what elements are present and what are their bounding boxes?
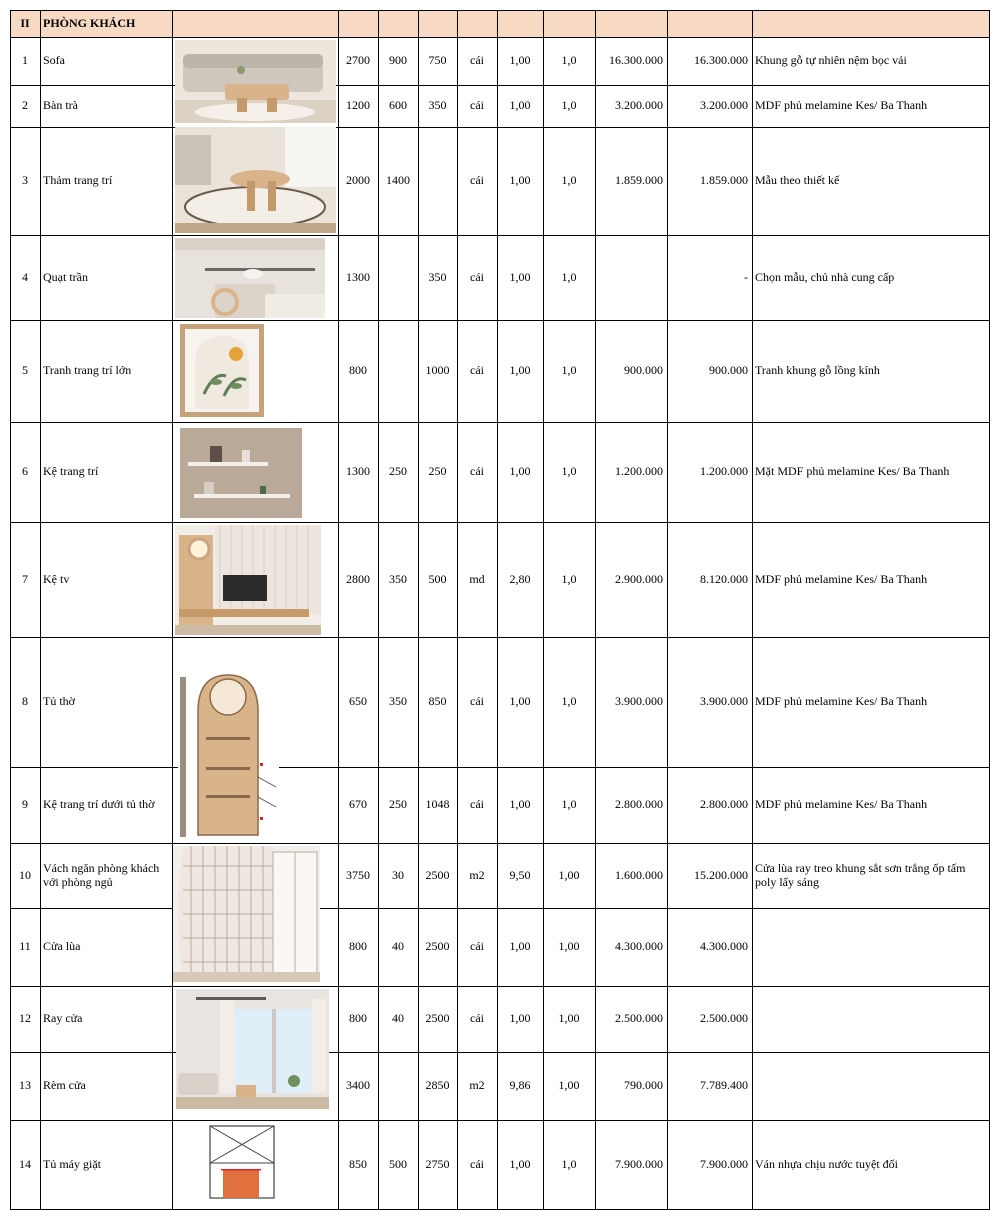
cell-factor: 1,0: [561, 1157, 577, 1172]
cell-no: 14: [19, 1157, 31, 1172]
cell-unit: cái: [470, 1157, 484, 1172]
cell-no: 1: [22, 53, 28, 68]
cell-total: -: [744, 269, 748, 284]
cell-h: 2750: [425, 1157, 450, 1172]
sofa-image: [175, 40, 336, 123]
cell-no: 7: [22, 571, 28, 586]
cell-h: 250: [428, 464, 447, 479]
rug-image: [175, 238, 325, 318]
cell-w: 1300: [346, 269, 370, 284]
cell-price: 1.200.000: [615, 464, 663, 479]
cell-w: 1200: [346, 98, 370, 113]
cell-d: 30: [392, 867, 404, 882]
cell-d: 250: [389, 464, 407, 479]
cell-total: 3.900.000: [700, 694, 748, 709]
cell-name: Tủ máy giặt: [43, 1157, 101, 1172]
cell-name: Sofa: [43, 53, 65, 68]
cell-qty: 1,00: [509, 797, 531, 812]
cell-d: 1400: [386, 173, 410, 188]
cell-price: 900.000: [624, 363, 663, 378]
cell-unit: cái: [470, 98, 484, 113]
cell-no: 8: [22, 694, 28, 709]
grid-vline: [172, 10, 173, 1210]
cell-unit: md: [469, 571, 485, 586]
cell-total: 2.800.000: [700, 797, 748, 812]
tv-shelf-image: [178, 667, 279, 839]
cell-unit: cái: [470, 53, 484, 68]
cell-factor: 1,0: [561, 363, 577, 378]
cell-factor: 1,00: [558, 1011, 580, 1026]
cell-price: 3.200.000: [615, 98, 663, 113]
cell-no: 5: [22, 363, 28, 378]
cell-qty: 1,00: [509, 694, 531, 709]
cell-factor: 1,0: [561, 269, 577, 284]
cell-unit: m2: [469, 867, 485, 882]
cell-no: 10: [19, 867, 31, 882]
cell-unit: m2: [469, 1078, 485, 1093]
cell-unit: cái: [470, 797, 484, 812]
cell-no: 13: [19, 1078, 31, 1093]
grid-hline: [10, 10, 989, 11]
cell-unit: cái: [470, 939, 484, 954]
cell-factor: 1,00: [558, 1078, 580, 1093]
cell-price: 2.900.000: [615, 571, 663, 586]
cell-w: 670: [349, 797, 367, 812]
cell-no: 6: [22, 464, 28, 479]
cell-d: 900: [389, 53, 407, 68]
cell-factor: 1,00: [558, 939, 580, 954]
cell-no: 9: [22, 797, 28, 812]
cell-total: 3.200.000: [700, 98, 748, 113]
cell-price: 2.500.000: [615, 1011, 663, 1026]
cell-name: Ray cửa: [43, 1011, 83, 1026]
cell-name: Kệ trang trí: [43, 464, 99, 479]
cell-unit: cái: [470, 269, 484, 284]
cell-total: 900.000: [709, 363, 748, 378]
cell-w: 800: [349, 939, 367, 954]
cell-factor: 1,0: [561, 571, 577, 586]
cell-w: 1300: [346, 464, 370, 479]
cell-note: MDF phủ melamine Kes/ Ba Thanh: [755, 98, 928, 113]
cell-price: 3.900.000: [615, 694, 663, 709]
cell-note: [752, 986, 989, 1052]
cell-name: Bàn trà: [43, 98, 78, 113]
cell-qty: 1,00: [509, 363, 531, 378]
cell-h: [418, 127, 457, 235]
cell-unit: cái: [470, 173, 484, 188]
cell-d: 350: [389, 694, 407, 709]
coffee-table-image: [175, 127, 336, 233]
cell-note: MDF phủ melamine Kes/ Ba Thanh: [755, 797, 928, 812]
cell-no: 4: [22, 269, 28, 284]
cell-note: Tranh khung gỗ lồng kính: [755, 363, 880, 378]
cell-w: 800: [349, 1011, 367, 1026]
cell-d: [378, 235, 418, 320]
cell-qty: 1,00: [509, 1157, 531, 1172]
cell-qty: 1,00: [509, 98, 531, 113]
cell-d: 250: [389, 797, 407, 812]
cell-total: 1.200.000: [700, 464, 748, 479]
cell-w: 800: [349, 363, 367, 378]
cell-no: 3: [22, 173, 28, 188]
cell-d: [378, 1052, 418, 1120]
cell-unit: cái: [470, 464, 484, 479]
cell-no: 11: [19, 939, 31, 954]
cell-qty: 1,00: [509, 173, 531, 188]
cell-qty: 1,00: [509, 464, 531, 479]
cell-h: 350: [428, 98, 447, 113]
cell-h: 1048: [425, 797, 450, 812]
cell-w: 3750: [346, 867, 370, 882]
cell-qty: 1,00: [509, 269, 531, 284]
cell-factor: 1,0: [561, 694, 577, 709]
cell-name: Vách ngăn phòng khách với phòng ngủ: [43, 860, 160, 889]
section-number: II: [20, 15, 30, 30]
cell-d: 500: [389, 1157, 407, 1172]
cell-qty: 9,86: [509, 1078, 531, 1093]
cell-note: Mặt MDF phủ melamine Kes/ Ba Thanh: [755, 464, 950, 479]
cell-total: 7.900.000: [700, 1157, 748, 1172]
cell-d: [378, 320, 418, 422]
cell-unit: cái: [470, 1011, 484, 1026]
cell-factor: 1,0: [561, 53, 577, 68]
cell-qty: 1,00: [509, 939, 531, 954]
cell-name: Tủ thờ: [43, 694, 76, 709]
cell-d: 600: [389, 98, 407, 113]
cell-price: 1.600.000: [615, 867, 663, 882]
cell-note: MDF phủ melamine Kes/ Ba Thanh: [755, 694, 928, 709]
cell-unit: cái: [470, 363, 484, 378]
cell-factor: 1,0: [561, 98, 577, 113]
cell-note: [752, 1052, 989, 1120]
cell-total: 16.300.000: [694, 53, 748, 68]
cell-qty: 1,00: [509, 53, 531, 68]
cell-note: MDF phủ melamine Kes/ Ba Thanh: [755, 571, 928, 586]
cell-w: 850: [349, 1157, 367, 1172]
cell-name: Cửa lùa: [43, 939, 81, 954]
cell-d: 350: [389, 571, 407, 586]
cell-total: 15.200.000: [694, 867, 748, 882]
cell-total: 2.500.000: [700, 1011, 748, 1026]
washer-cabinet-image: [207, 1123, 277, 1201]
cell-h: 2850: [425, 1078, 450, 1093]
cell-no: 12: [19, 1011, 31, 1026]
cell-w: 2700: [346, 53, 370, 68]
cell-w: 3400: [346, 1078, 370, 1093]
cell-price: 7.900.000: [615, 1157, 663, 1172]
cell-qty: 1,00: [509, 1011, 531, 1026]
cell-price: 4.300.000: [615, 939, 663, 954]
cell-h: 2500: [425, 1011, 450, 1026]
cell-h: 500: [428, 571, 447, 586]
section-title: PHÒNG KHÁCH: [43, 15, 136, 30]
curtain-window-image: [176, 989, 329, 1109]
cell-total: 4.300.000: [700, 939, 748, 954]
cell-note: Mẫu theo thiết kế: [755, 173, 840, 188]
partition-image: [173, 846, 320, 982]
cell-h: 2500: [425, 939, 450, 954]
cell-note: Cửa lùa ray treo khung sắt sơn trắng ốp tấm poly lấy sáng: [755, 860, 966, 889]
cell-factor: 1,0: [561, 173, 577, 188]
cell-name: Quạt trần: [43, 269, 88, 284]
cell-name: Rèm cửa: [43, 1078, 86, 1093]
cell-h: 2500: [425, 867, 450, 882]
cell-factor: 1,0: [561, 797, 577, 812]
cell-w: 650: [349, 694, 367, 709]
cell-h: 350: [428, 269, 447, 284]
cell-d: 40: [392, 939, 404, 954]
cell-d: 40: [392, 1011, 404, 1026]
cell-unit: cái: [470, 694, 484, 709]
cell-no: 2: [22, 98, 28, 113]
cell-total: 1.859.000: [700, 173, 748, 188]
cell-price: 790.000: [624, 1078, 663, 1093]
ceiling-fan-image: [180, 324, 264, 417]
cell-w: 2000: [346, 173, 370, 188]
cell-h: 850: [428, 694, 447, 709]
cell-qty: 9,50: [509, 867, 531, 882]
cell-note: Ván nhựa chịu nước tuyệt đối: [755, 1157, 898, 1172]
cell-note: [752, 908, 989, 986]
wall-shelf-image: [175, 525, 321, 635]
cell-w: 2800: [346, 571, 370, 586]
cell-price: 1.859.000: [615, 173, 663, 188]
cell-factor: 1,0: [561, 464, 577, 479]
cell-qty: 2,80: [509, 571, 531, 586]
cell-factor: 1,00: [558, 867, 580, 882]
cell-name: Tranh trang trí lớn: [43, 363, 132, 378]
painting-image: [180, 428, 302, 518]
cell-price: [595, 235, 667, 320]
cell-name: Kệ tv: [43, 571, 70, 586]
cell-total: 7.789.400: [700, 1078, 748, 1093]
grid-vline: [989, 10, 990, 1210]
cell-name: Thảm trang trí: [43, 173, 113, 188]
cell-h: 750: [428, 53, 447, 68]
cell-h: 1000: [425, 363, 450, 378]
cell-name: Kệ trang trí dưới tủ thờ: [43, 797, 155, 812]
cell-note: Khung gỗ tự nhiên nệm bọc vải: [755, 53, 907, 68]
cell-price: 2.800.000: [615, 797, 663, 812]
cell-note: Chọn mẫu, chủ nhà cung cấp: [755, 269, 895, 284]
cell-price: 16.300.000: [609, 53, 663, 68]
cell-total: 8.120.000: [700, 571, 748, 586]
